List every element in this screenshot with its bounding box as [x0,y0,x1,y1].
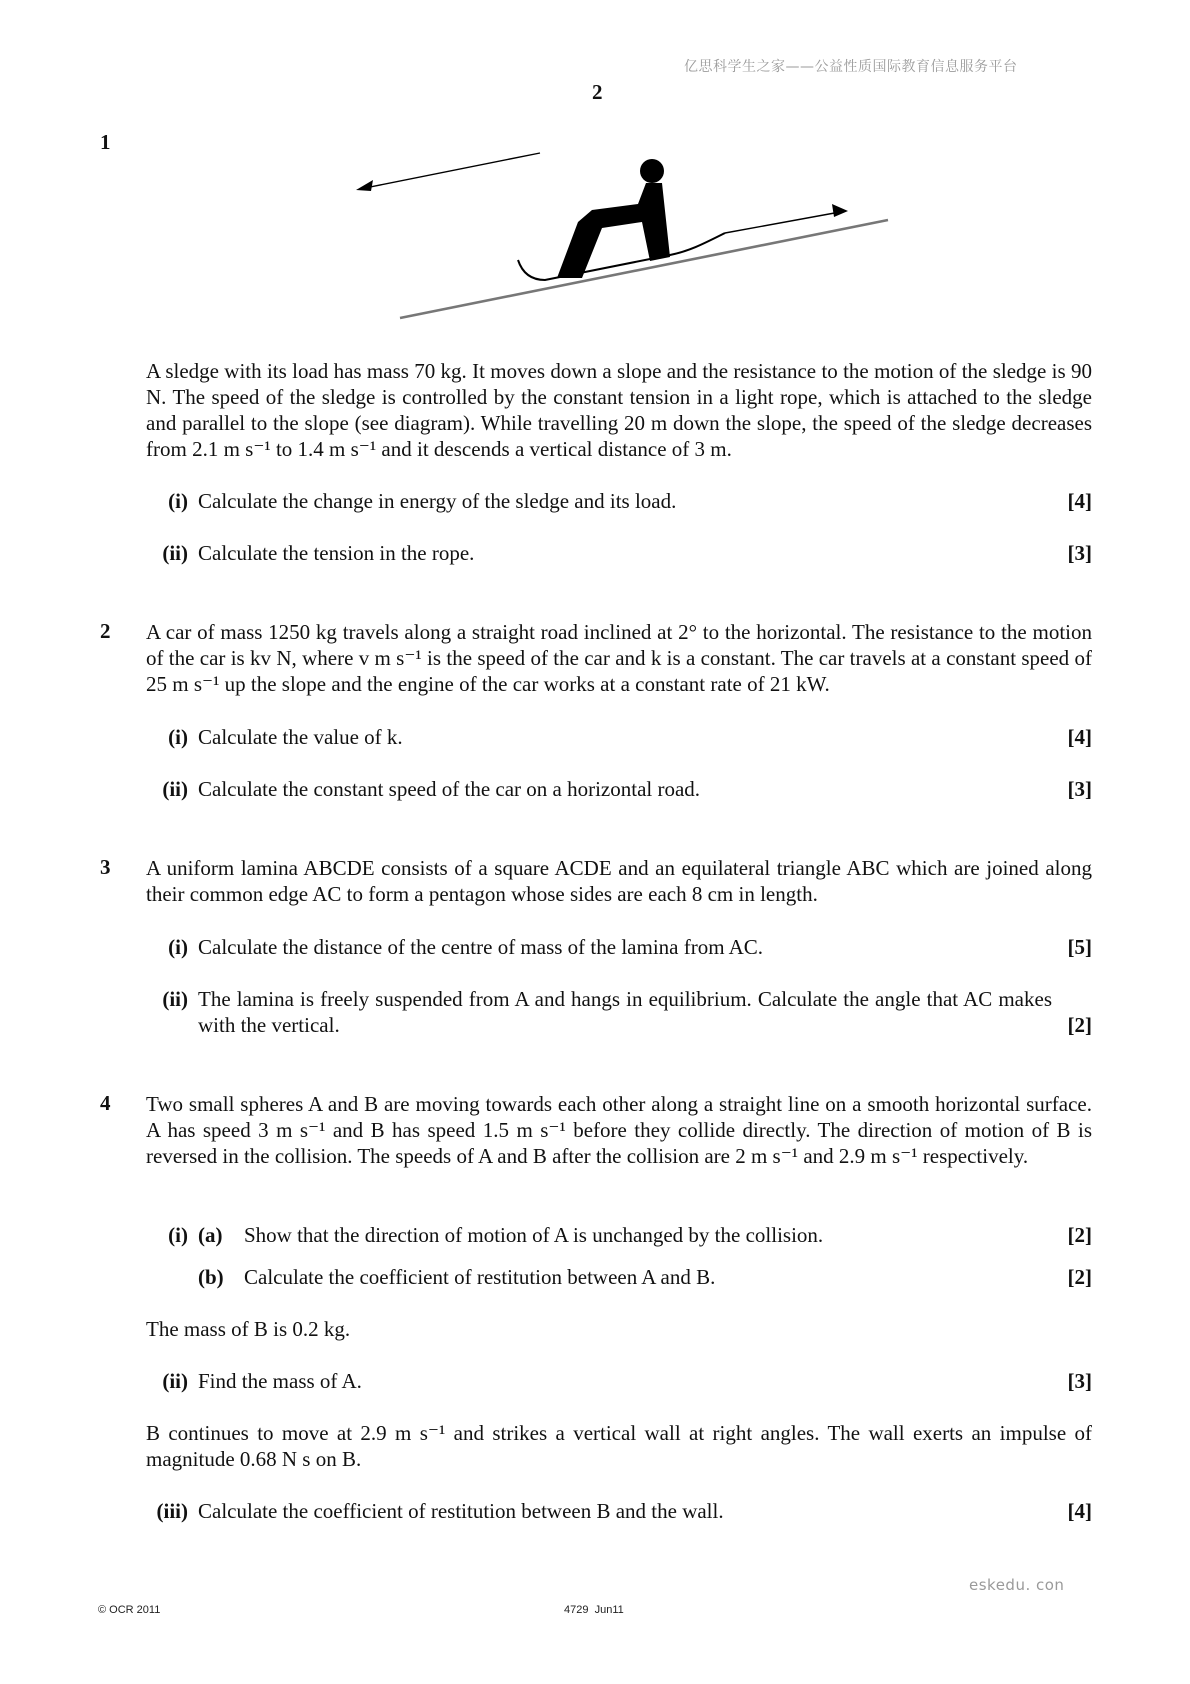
question-2-text: A car of mass 1250 kg travels along a straight road inclined at 2° to the horizontal. The resistance to the motion of the car is kv N, where v m s⁻¹ is the speed of the car and k is a constant. The car travels at a constant speed of 25 m s⁻¹ up the slope and the engine of the car works at a constant rate of 21 kW. [146,620,1092,696]
question-1-part-ii [146,540,1092,566]
question-4-part-i-a [146,1222,1092,1248]
question-1-number: 1 [100,130,111,154]
question-4-part-iii [146,1498,1092,1524]
page-number: 2 [592,80,603,104]
part-text: The lamina is freely suspended from A and hangs in equilibrium. Calculate the angle that AC makes with the vertical. [198,987,1052,1037]
question-3-part-i [146,934,1092,960]
part-marks: [2] [1067,1223,1092,1247]
question-1-text: A sledge with its load has mass 70 kg. It moves down a slope and the resistance to the motion of the sledge is 90 N. The speed of the sledge is controlled by the constant tension in a light rope, which is attached to the sledge and parallel to the slope (see diagram). While travelling 20 m down the slope, the speed of the sledge decreases from 2.1 m s⁻¹ to 1.4 m s⁻¹ and it descends a vertical distance of 3 m. [146,359,1092,461]
question-1-part-i [146,488,1092,514]
question-2-number: 2 [100,619,111,643]
part-text: Calculate the value of k. [198,725,403,749]
part-text: Calculate the change in energy of the sledge and its load. [198,489,677,513]
part-label: (ii) [162,777,188,801]
part-label: (ii) [162,541,188,565]
part-text: Calculate the coefficient of restitution between B and the wall. [198,1499,724,1523]
part-marks: [5] [1067,935,1092,959]
question-4-text: Two small spheres A and B are moving towards each other along a straight line on a smooth horizontal surface. A has speed 3 m s⁻¹ and B has speed 1.5 m s⁻¹ before they collide directly. The direction of motion of B is reversed in the collision. The speeds of A and B after the collision are 2 m s⁻¹ and 2.9 m s⁻¹ respectively. [146,1092,1092,1168]
part-marks: [4] [1067,725,1092,749]
footer-watermark: eskedu. con [969,1576,1065,1594]
part-text: Calculate the tension in the rope. [198,541,475,565]
part-marks: [4] [1067,489,1092,513]
question-4-part-i-b [146,1264,1092,1290]
subpart-label: (a) [198,1223,223,1247]
part-marks: [2] [1067,1265,1092,1289]
part-label: (i) [168,1223,188,1247]
part-text: Find the mass of A. [198,1369,362,1393]
question-3-number: 3 [100,855,111,879]
part-text: Calculate the constant speed of the car on a horizontal road. [198,777,701,801]
part-text: Calculate the distance of the centre of mass of the lamina from AC. [198,935,764,959]
part-marks: [4] [1067,1499,1092,1523]
question-2-part-i [146,724,1092,750]
part-marks: [3] [1067,541,1092,565]
header-watermark: 亿思科学生之家——公益性质国际教育信息服务平台 [684,59,1018,75]
part-marks: [3] [1067,777,1092,801]
question-3-part-ii [146,986,1092,1038]
part-label: (i) [168,935,188,959]
part-text: Show that the direction of motion of A is unchanged by the collision. [244,1223,824,1247]
part-text: Calculate the coefficient of restitution between A and B. [244,1265,716,1289]
question-4-number: 4 [100,1091,111,1115]
part-label: (iii) [156,1499,188,1523]
part-label: (i) [168,725,188,749]
sledge-on-slope-diagram [340,140,900,330]
part-label: (ii) [162,987,188,1011]
part-label: (ii) [162,1369,188,1393]
part-label: (i) [168,489,188,513]
part-marks: [2] [1067,1013,1092,1037]
footer-code: 4729 Jun11 [564,1604,624,1616]
question-4-wall-statement: B continues to move at 2.9 m s⁻¹ and strikes a vertical wall at right angles. The wall exerts an impulse of magnitude 0.68 N s on B. [146,1421,1092,1471]
question-3-text: A uniform lamina ABCDE consists of a square ACDE and an equilateral triangle ABC which are joined along their common edge AC to form a pentagon whose sides are each 8 cm in length. [146,856,1092,906]
question-2-part-ii [146,776,1092,802]
footer-copyright: © OCR 2011 [98,1604,161,1616]
question-4-mass-statement: The mass of B is 0.2 kg. [146,1317,351,1341]
subpart-label: (b) [198,1265,224,1289]
part-marks: [3] [1067,1369,1092,1393]
question-4-part-ii [146,1368,1092,1394]
